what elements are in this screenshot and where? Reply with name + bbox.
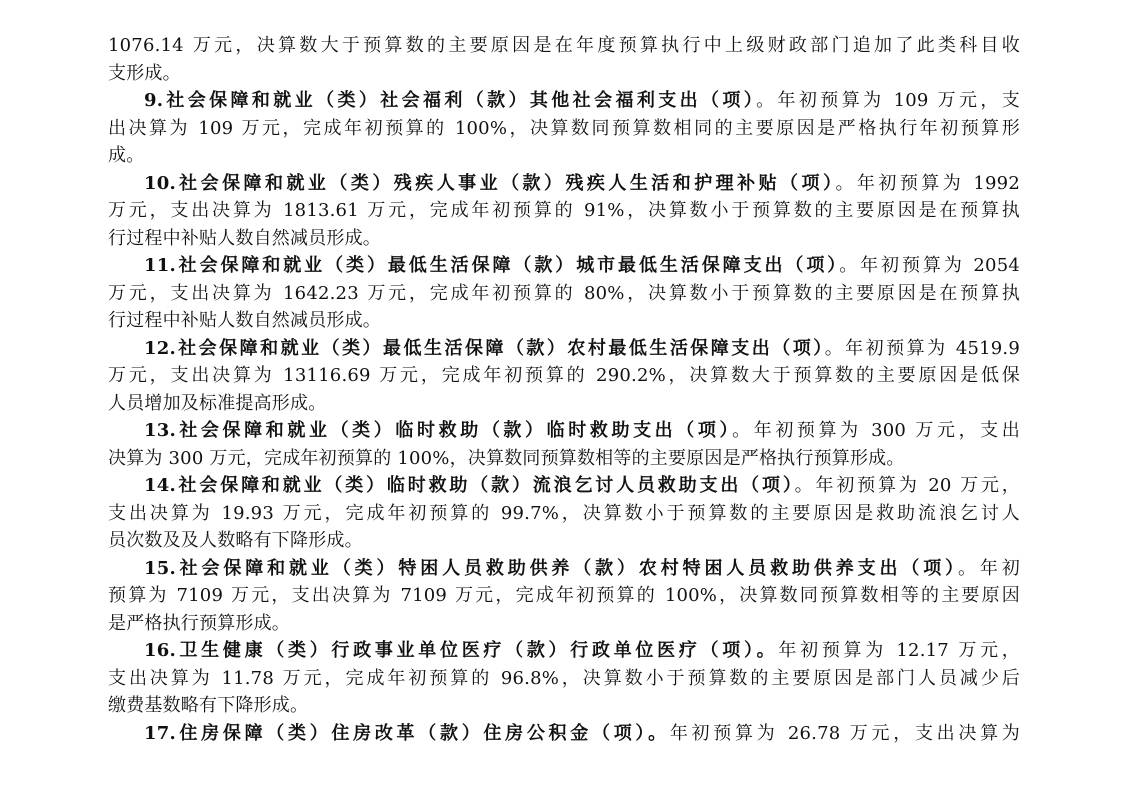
- text-line: [108, 115, 1020, 143]
- text-line: [108, 225, 1020, 253]
- line-text: 人员增加及标准提高形成。: [108, 392, 327, 414]
- line-text: 。年初预算为 300 万元，支出: [732, 420, 1020, 441]
- text-line: [108, 280, 1020, 308]
- line-text: 万元，支出决算为 13116.69 万元，完成年初预算的 290.2%，决算数大于预算数的主要原因是低保: [108, 365, 1020, 386]
- text-line: [108, 665, 1020, 693]
- line-text: 缴费基数略有下降形成。: [108, 695, 309, 716]
- text-line: [108, 335, 1020, 363]
- line-bold-text: 11.社会保障和就业（类）最低生活保障（款）城市最低生活保障支出（项）: [144, 255, 840, 276]
- text-line: [108, 582, 1020, 610]
- text-line: [108, 472, 1020, 500]
- line-bold-text: 17.住房保障（类）住房改革（款）住房公积金（项）。: [144, 722, 670, 744]
- line-text: 。年初预算为 1992: [835, 172, 1020, 194]
- line-bold-text: 13.社会保障和就业（类）临时救助（款）临时救助支出（项）: [144, 420, 733, 441]
- line-bold-text: 15.社会保障和就业（类）特困人员救助供养（款）农村特困人员救助供养支出（项）: [144, 557, 959, 579]
- text-line: [108, 417, 1020, 445]
- line-text: 。年初预算为 20 万元，: [794, 475, 1020, 496]
- line-text: 。年初预算为 4519.9: [824, 337, 1020, 359]
- text-line: [108, 170, 1020, 198]
- text-line: [108, 87, 1020, 115]
- line-text: 。年初预算为 109 万元，支: [756, 90, 1020, 111]
- text-line: [108, 390, 1020, 418]
- line-text: 万元，支出决算为 1642.23 万元，完成年初预算的 80%，决算数小于预算数的主要原因是在预算执: [108, 282, 1020, 304]
- line-text: 是严格执行预算形成。: [108, 612, 290, 634]
- text-line: [108, 307, 1020, 335]
- line-text: 出决算为 109 万元，完成年初预算的 100%，决算数同预算数相同的主要原因是严格执行年初预算形: [108, 117, 1020, 139]
- line-bold-text: 12.社会保障和就业（类）最低生活保障（款）农村最低生活保障支出（项）: [144, 337, 825, 359]
- text-line: [108, 692, 1020, 720]
- text-line: [108, 252, 1020, 280]
- line-text: 。年初预算为 2054: [839, 255, 1020, 276]
- line-bold-text: 14.社会保障和就业（类）临时救助（款）流浪乞讨人员救助支出（项）: [144, 475, 795, 496]
- line-text: 决算为 300 万元，完成年初预算的 100%，决算数同预算数相等的主要原因是严格执行预算形成。: [108, 447, 905, 469]
- line-text: 行过程中补贴人数自然减员形成。: [108, 310, 381, 331]
- line-text: 1076.14 万元，决算数大于预算数的主要原因是在年度预算执行中上级财政部门追加了此类科目收: [108, 35, 1020, 56]
- text-line: [108, 445, 1020, 473]
- text-line: [108, 362, 1020, 390]
- line-text: 行过程中补贴人数自然减员形成。: [108, 227, 381, 249]
- text-line: [108, 720, 1020, 748]
- text-line: [108, 610, 1020, 638]
- line-text: 成。: [108, 145, 145, 166]
- line-text: 年初预算为 26.78 万元，支出决算为: [669, 722, 1021, 744]
- line-bold-text: 10.社会保障和就业（类）残疾人事业（款）残疾人生活和护理补贴（项）: [144, 172, 836, 194]
- line-text: 万元，支出决算为 1813.61 万元，完成年初预算的 91%，决算数小于预算数的主要原因是在预算执: [108, 200, 1020, 221]
- text-line: [108, 32, 1020, 60]
- line-text: 支形成。: [108, 62, 181, 84]
- line-bold-text: 9.社会保障和就业（类）社会福利（款）其他社会福利支出（项）: [144, 90, 757, 111]
- text-line: [108, 527, 1020, 555]
- line-text: 支出决算为 11.78 万元，完成年初预算的 96.8%，决算数小于预算数的主要原因是部门人员减少后: [108, 667, 1020, 689]
- text-line: [108, 637, 1020, 665]
- document-page: [108, 32, 1020, 747]
- line-text: 预算为 7109 万元，支出决算为 7109 万元，完成年初预算的 100%，决算数同预算数相等的主要原因: [108, 585, 1020, 606]
- line-text: 年初预算为 12.17 万元，: [778, 640, 1020, 661]
- text-line: [108, 60, 1020, 88]
- text-line: [108, 555, 1020, 583]
- text-line: [108, 197, 1020, 225]
- line-bold-text: 16.卫生健康（类）行政事业单位医疗（款）行政单位医疗（项）。: [144, 640, 779, 661]
- line-text: 员次数及及人数略有下降形成。: [108, 530, 363, 551]
- line-text: 支出决算为 19.93 万元，完成年初预算的 99.7%，决算数小于预算数的主要原因是救助流浪乞讨人: [108, 502, 1020, 524]
- text-line: [108, 142, 1020, 170]
- text-line: [108, 500, 1020, 528]
- line-text: 。年初: [958, 557, 1020, 579]
